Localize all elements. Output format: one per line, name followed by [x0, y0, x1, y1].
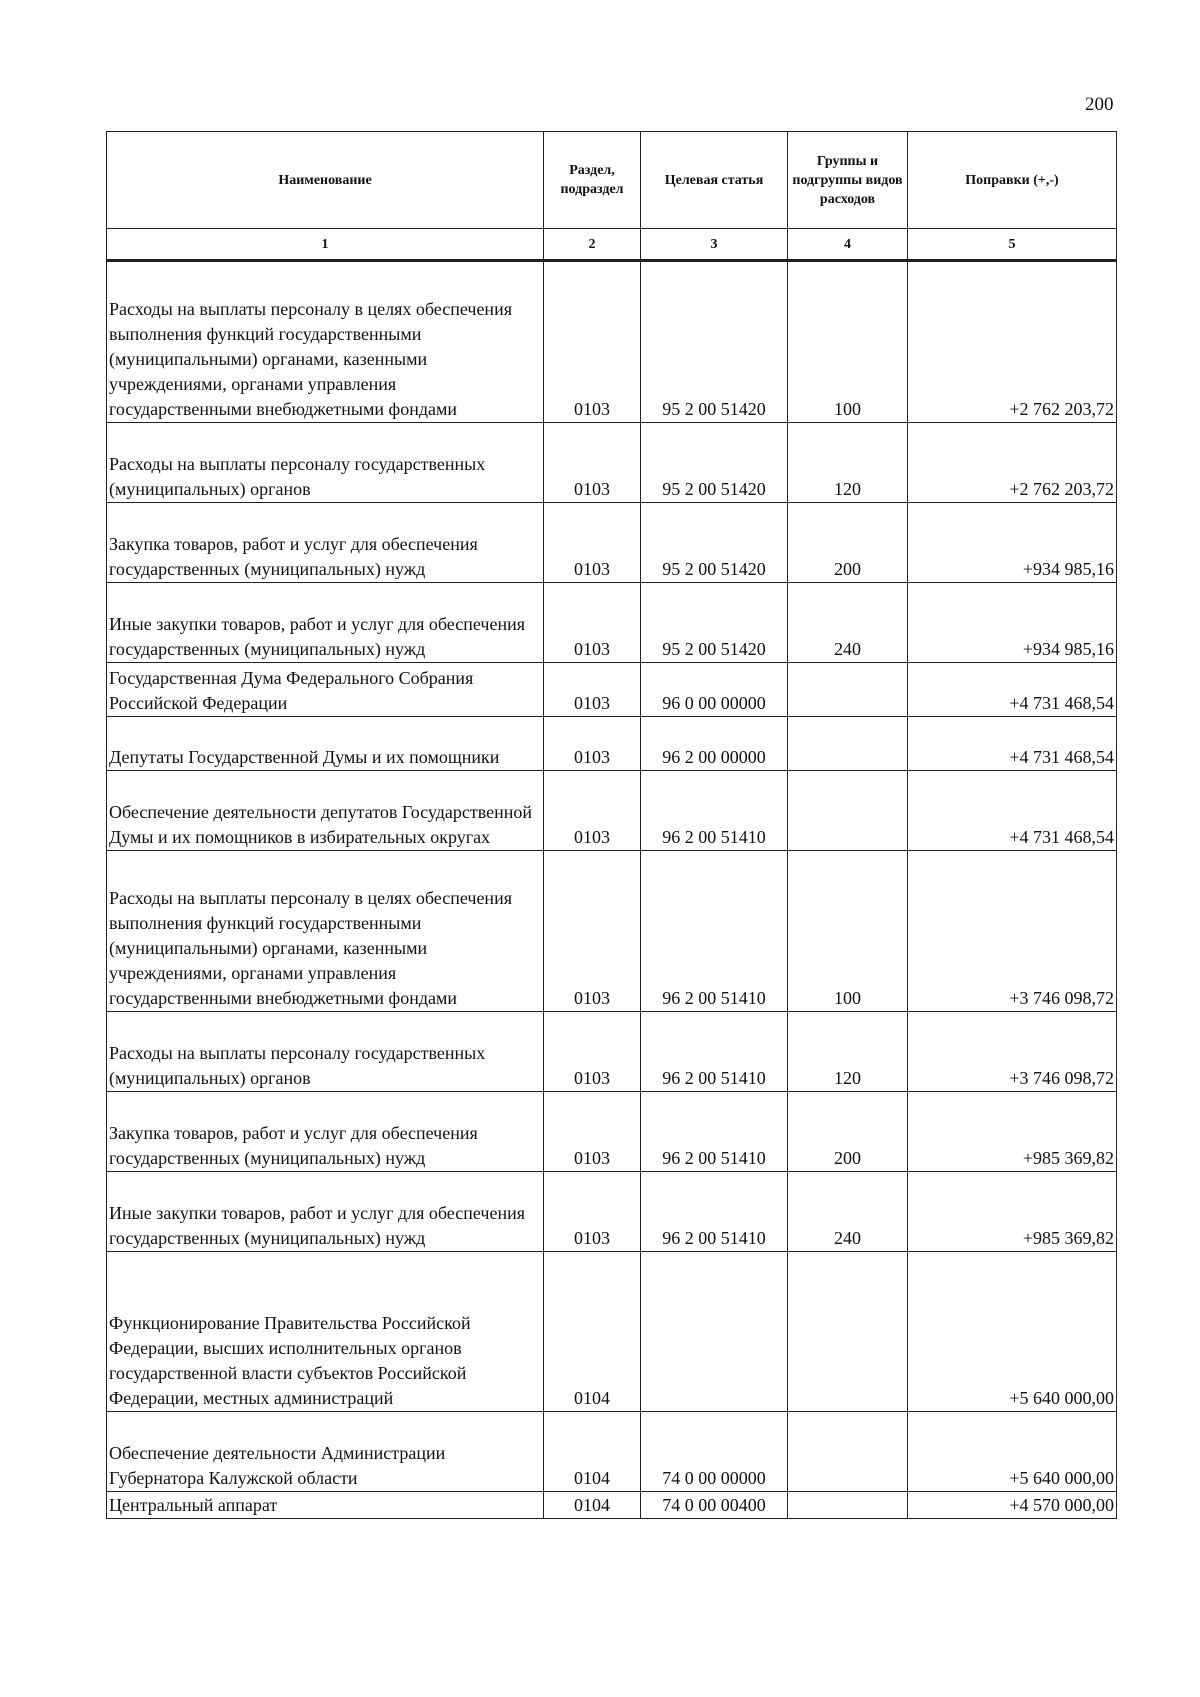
row-name: Расходы на выплаты персоналу государственных (муниципальных) органов [107, 1012, 544, 1092]
row-amount: +4 731 468,54 [908, 663, 1117, 717]
table-row [107, 1492, 1117, 1519]
row-article: 95 2 00 51420 [641, 583, 788, 663]
table-row [107, 583, 1117, 663]
row-section: 0103 [544, 583, 641, 663]
row-group: 120 [788, 1012, 908, 1092]
row-section: 0103 [544, 851, 641, 1012]
row-amount: +5 640 000,00 [908, 1252, 1117, 1412]
table-row [107, 1012, 1117, 1092]
table-row [107, 1172, 1117, 1252]
column-number: 3 [641, 229, 788, 261]
row-group: 240 [788, 583, 908, 663]
row-name: Государственная Дума Федерального Собрания Российской Федерации [107, 663, 544, 717]
row-section: 0103 [544, 423, 641, 503]
row-article: 95 2 00 51420 [641, 423, 788, 503]
row-amount: +2 762 203,72 [908, 261, 1117, 423]
row-section: 0103 [544, 663, 641, 717]
row-amount: +3 746 098,72 [908, 1012, 1117, 1092]
column-number-row [107, 229, 1117, 261]
table-row [107, 771, 1117, 851]
row-section: 0103 [544, 717, 641, 771]
row-name: Расходы на выплаты персоналу государственных (муниципальных) органов [107, 423, 544, 503]
table-row [107, 717, 1117, 771]
row-section: 0103 [544, 1092, 641, 1172]
row-section: 0104 [544, 1412, 641, 1492]
row-group: 200 [788, 1092, 908, 1172]
row-article: 95 2 00 51420 [641, 503, 788, 583]
row-name: Иные закупки товаров, работ и услуг для обеспечения государственных (муниципальных) нужд [107, 1172, 544, 1252]
row-article: 96 2 00 51410 [641, 1012, 788, 1092]
row-group: 200 [788, 503, 908, 583]
budget-table [106, 131, 1117, 1519]
row-article: 74 0 00 00000 [641, 1412, 788, 1492]
column-number: 5 [908, 229, 1117, 261]
row-name: Расходы на выплаты персоналу в целях обеспечения выполнения функций государственными (муниципальными) органами, казенными учреждениями, органами управления государственными внебюджетными фондами [107, 261, 544, 423]
row-name: Депутаты Государственной Думы и их помощники [107, 717, 544, 771]
row-amount: +985 369,82 [908, 1172, 1117, 1252]
page-number: 200 [1085, 94, 1114, 115]
row-group [788, 771, 908, 851]
row-amount: +4 731 468,54 [908, 717, 1117, 771]
row-amount: +985 369,82 [908, 1092, 1117, 1172]
column-number: 4 [788, 229, 908, 261]
table-row [107, 503, 1117, 583]
row-amount: +4 570 000,00 [908, 1492, 1117, 1519]
header-group: Группы и подгруппы видов расходов [788, 132, 908, 229]
row-name: Обеспечение деятельности депутатов Государственной Думы и их помощников в избирательных округах [107, 771, 544, 851]
column-number: 1 [107, 229, 544, 261]
row-section: 0104 [544, 1252, 641, 1412]
row-amount: +934 985,16 [908, 503, 1117, 583]
row-amount: +4 731 468,54 [908, 771, 1117, 851]
row-name: Расходы на выплаты персоналу в целях обеспечения выполнения функций государственными (муниципальными) органами, казенными учреждениями, органами управления государственными внебюджетными фондами [107, 851, 544, 1012]
row-group [788, 717, 908, 771]
row-article: 96 2 00 51410 [641, 1172, 788, 1252]
row-article: 96 2 00 00000 [641, 717, 788, 771]
row-article: 74 0 00 00400 [641, 1492, 788, 1519]
table-row [107, 851, 1117, 1012]
row-group: 120 [788, 423, 908, 503]
row-section: 0104 [544, 1492, 641, 1519]
row-group: 100 [788, 851, 908, 1012]
table-row [107, 1252, 1117, 1412]
row-section: 0103 [544, 1172, 641, 1252]
header-section: Раздел, подраздел [544, 132, 641, 229]
row-name: Центральный аппарат [107, 1492, 544, 1519]
row-group: 100 [788, 261, 908, 423]
row-group: 240 [788, 1172, 908, 1252]
row-name: Закупка товаров, работ и услуг для обеспечения государственных (муниципальных) нужд [107, 1092, 544, 1172]
header-name: Наименование [107, 132, 544, 229]
row-name: Закупка товаров, работ и услуг для обеспечения государственных (муниципальных) нужд [107, 503, 544, 583]
table-row [107, 261, 1117, 423]
row-group [788, 663, 908, 717]
row-amount: +3 746 098,72 [908, 851, 1117, 1012]
header-article: Целевая статья [641, 132, 788, 229]
table-row [107, 1092, 1117, 1172]
row-article: 96 0 00 00000 [641, 663, 788, 717]
row-article: 96 2 00 51410 [641, 771, 788, 851]
row-article: 96 2 00 51410 [641, 1092, 788, 1172]
table-row [107, 1412, 1117, 1492]
row-group [788, 1252, 908, 1412]
row-amount: +934 985,16 [908, 583, 1117, 663]
row-section: 0103 [544, 771, 641, 851]
column-number: 2 [544, 229, 641, 261]
header-amount: Поправки (+,-) [908, 132, 1117, 229]
table-row [107, 663, 1117, 717]
row-section: 0103 [544, 1012, 641, 1092]
row-article [641, 1252, 788, 1412]
row-article: 96 2 00 51410 [641, 851, 788, 1012]
row-amount: +5 640 000,00 [908, 1412, 1117, 1492]
row-name: Обеспечение деятельности Администрации Губернатора Калужской области [107, 1412, 544, 1492]
row-article: 95 2 00 51420 [641, 261, 788, 423]
row-name: Функционирование Правительства Российской Федерации, высших исполнительных органов государственной власти субъектов Российской Федерации, местных администраций [107, 1252, 544, 1412]
row-group [788, 1412, 908, 1492]
row-section: 0103 [544, 261, 641, 423]
row-name: Иные закупки товаров, работ и услуг для обеспечения государственных (муниципальных) нужд [107, 583, 544, 663]
row-section: 0103 [544, 503, 641, 583]
row-group [788, 1492, 908, 1519]
table-row [107, 423, 1117, 503]
table-header-row [107, 132, 1117, 229]
row-amount: +2 762 203,72 [908, 423, 1117, 503]
